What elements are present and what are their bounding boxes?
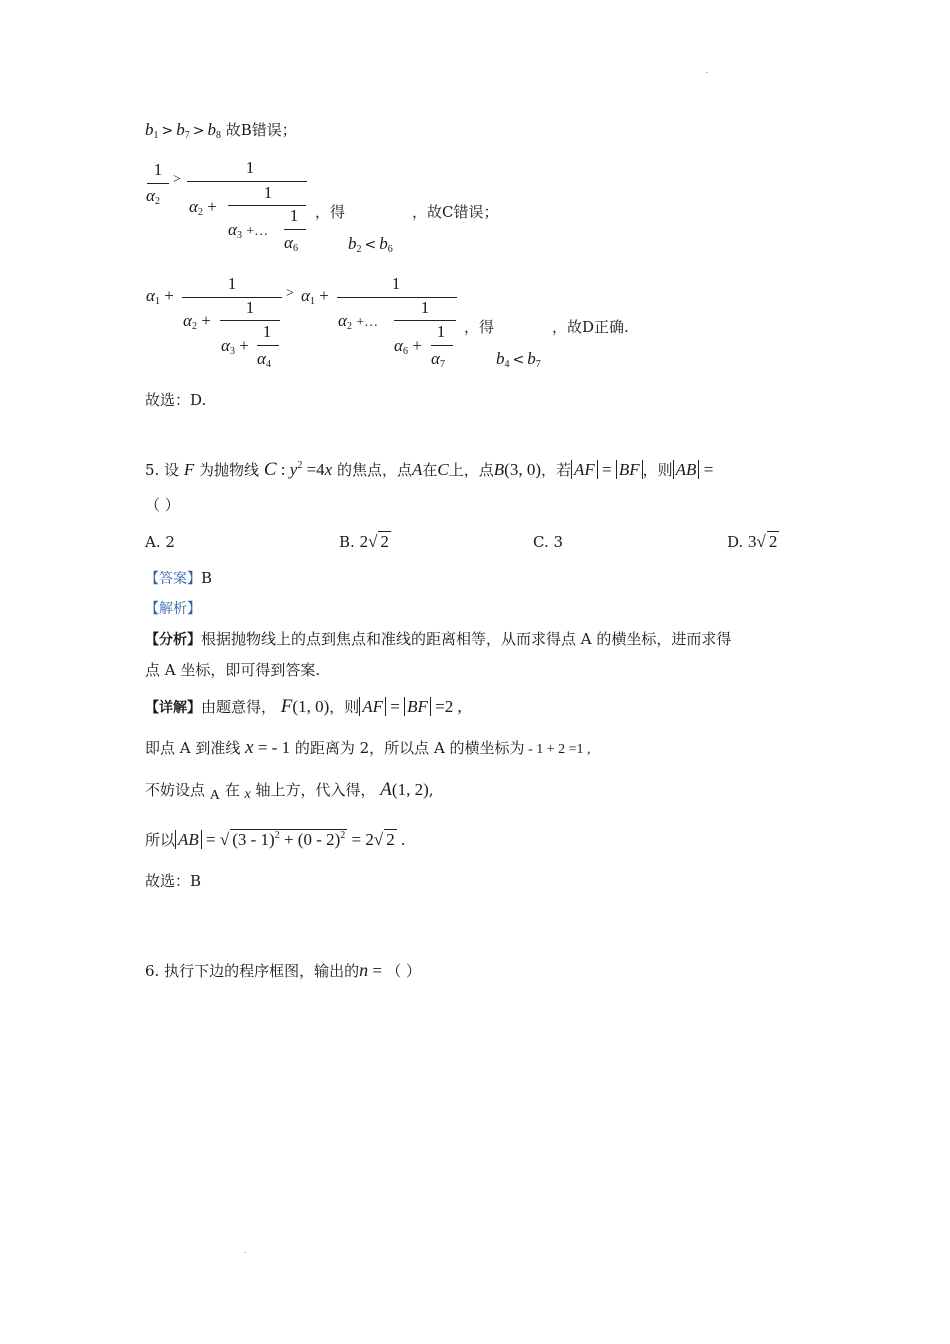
q5-answer: 【答案】B (145, 569, 213, 587)
q6-stem: 6. 执行下边的程序框图，输出的n = （ ） (145, 960, 421, 980)
math-b-inequality: $b_1 > b_7 > b_8$ (145, 120, 221, 141)
q5-blank: （ ） (145, 496, 180, 514)
q4-answer: 故选：D. (145, 391, 207, 409)
q4-d-end: ，故D正确. (552, 318, 629, 336)
q5-final: 故选：B (145, 872, 202, 890)
q4-b-text: 故B错误； (225, 121, 297, 139)
q4-d-mid: ，得 (464, 318, 495, 336)
math-b2-b6: $b_2 < b_6$ (348, 234, 393, 255)
q4-c-mid: ，得 (315, 203, 346, 221)
page-mark-bottom (244, 1252, 246, 1253)
q5-detail-2: 即点 A 到准线 x = - 1 的距离为 2，所以点 A 的横坐标为 - 1 + 2 =1 , (145, 737, 591, 758)
q5-fenxi-2: 点 A 坐标，即可得到答案. (145, 661, 321, 679)
q5-options (145, 532, 825, 556)
q4-c-end: ，故C错误； (412, 203, 499, 221)
q5-fenxi-1: 【分析】根据抛物线上的点到焦点和准线的距离相等，从而求得点 A 的横坐标，进而求得 (145, 630, 732, 648)
q5-option-d[interactable]: D. 3√ 2 (727, 532, 778, 551)
page-mark-top (706, 72, 708, 73)
q5-option-c[interactable]: C. 3 (533, 533, 564, 551)
q5-detail-1: 【详解】由题意得， F(1, 0)，则 AF = BF =2 , (145, 696, 462, 717)
document-page: $b_1 > b_7 > b_8$ 故B错误； 1 $\alpha_2$ > 1 $\alpha_2$ + 1 $\alpha_3$ +… 1 $\alpha_6$ ，得 ，故C错误； $b_2 < b_6$ $\alpha_1$ + 1 $\alpha_2$ + 1 $\alpha_3$ + 1 $\alpha_4$ > $\alpha_1$ + 1 $\alpha_2$ +… 1 $\alpha_6$ + 1 $\alpha_7$ ，得 ，故D正确. $b_4 < b_7$ 故选：D. 5. 设 F 为抛物线 C : $y^2 =4x$ 的焦点，点A在C上，点B(3, 0)，若 AF = BF ，则 AB = （ ） A. 2 B. 2√ 2 C. 3 D. 3√ 2 【答案】B 【解析】 【分析】根据抛物线上的点到焦点和准线的距离相等，从而求得点 A 的横坐标，进而求得 点 A 坐标，即可得到答案. 【详解】由题意得， F(1, 0)，则 AF = BF =2 , 即点 A 到准线 x = - 1 的距离为 2，所以点 A 的横坐标为 - 1 + 2 =1 , 不妨设点 A 在 x 轴上方，代入得， A(1, 2), 所以 AB = √ (3 - 1)$^2$ + (0 - 2)$^2$ = 2√ 2 . 故选：B 6. 执行下边的程序框图，输出的n = （ ） (0, 0, 950, 1344)
math-b4-b7: $b_4 < b_7$ (496, 349, 541, 370)
q5-option-a[interactable]: A. 2 (145, 533, 175, 551)
q5-detail-4: 所以 AB = √ (3 - 1)$^2$ + (0 - 2)$^2$ = 2√ 2 . (145, 830, 406, 849)
q5-analysis-tag: 【解析】 (145, 601, 201, 617)
q5-option-b[interactable]: B. 2√ 2 (339, 532, 389, 551)
q4-line-b (145, 120, 297, 146)
q5-detail-3: 不妨设点 A 在 x 轴上方，代入得， A(1, 2), (145, 779, 434, 803)
q5-stem: 5. 设 F 为抛物线 C : $y^2 =4x$ 的焦点，点A在C上，点B(3, 0)，若 AF = BF ，则 AB = (145, 459, 714, 480)
